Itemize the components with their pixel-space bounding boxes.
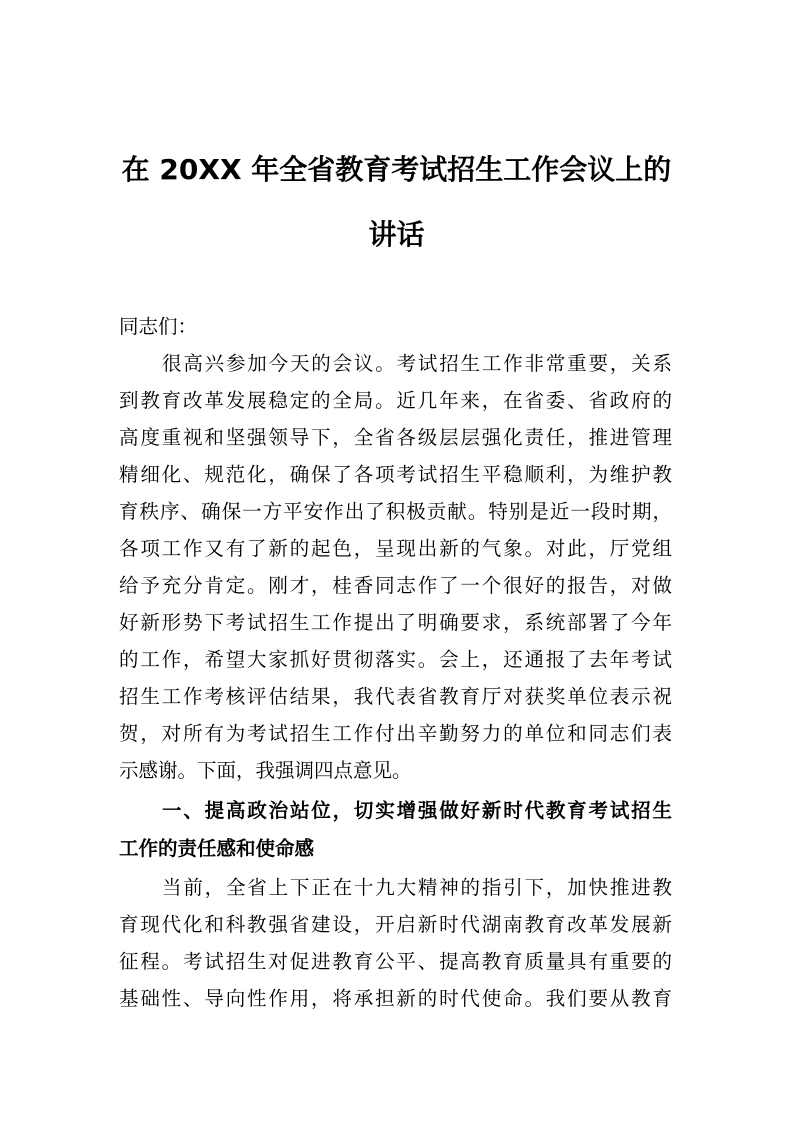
salutation: 同志们： — [119, 315, 198, 338]
document-title-line-2: 讲话 — [368, 218, 425, 251]
paragraph-1-line: 招生工作考核评估结果，我代表省教育厅对获奖单位表示祝 — [119, 685, 672, 708]
paragraph-1-line: 各项工作又有了新的起色，呈现出新的气象。对此，厅党组 — [119, 537, 672, 560]
paragraph-1-line: 给予充分肯定。刚才，桂香同志作了一个很好的报告，对做 — [119, 574, 672, 597]
paragraph-2-line: 当前，全省上下正在十九大精神的指引下，加快推进教 — [162, 876, 672, 899]
paragraph-1-line: 精细化、规范化，确保了各项考试招生平稳顺利，为维护教 — [119, 463, 672, 486]
paragraph-1-line: 的工作，希望大家抓好贯彻落实。会上，还通报了去年考试 — [119, 648, 672, 671]
paragraph-2-line: 育现代化和科教强省建设，开启新时代湖南教育改革发展新 — [119, 913, 672, 936]
document-title-line-1: 在 20XX 年全省教育考试招生工作会议上的 — [121, 153, 672, 186]
paragraph-1-line: 很高兴参加今天的会议。考试招生工作非常重要，关系 — [162, 352, 672, 375]
section-heading-line: 工作的责任感和使命感 — [119, 837, 315, 860]
paragraph-1-line: 贺，对所有为考试招生工作付出辛勤努力的单位和同志们表 — [119, 722, 672, 745]
paragraph-2-line: 基础性、导向性作用，将承担新的时代使命。我们要从教育 — [119, 987, 672, 1010]
paragraph-1-line: 好新形势下考试招生工作提出了明确要求，系统部署了今年 — [119, 611, 672, 634]
paragraph-2-line: 征程。考试招生对促进教育公平、提高教育质量具有重要的 — [119, 950, 672, 973]
section-heading-line: 一、提高政治站位，切实增强做好新时代教育考试招生 — [162, 799, 672, 822]
paragraph-1-line: 育秩序、确保一方平安作出了积极贡献。特别是近一段时期， — [119, 500, 672, 523]
paragraph-1-line: 示感谢。下面，我强调四点意见。 — [119, 759, 412, 782]
paragraph-1-line: 高度重视和坚强领导下，全省各级层层强化责任，推进管理 — [119, 426, 672, 449]
paragraph-1-line: 到教育改革发展稳定的全局。近几年来，在省委、省政府的 — [119, 389, 672, 412]
